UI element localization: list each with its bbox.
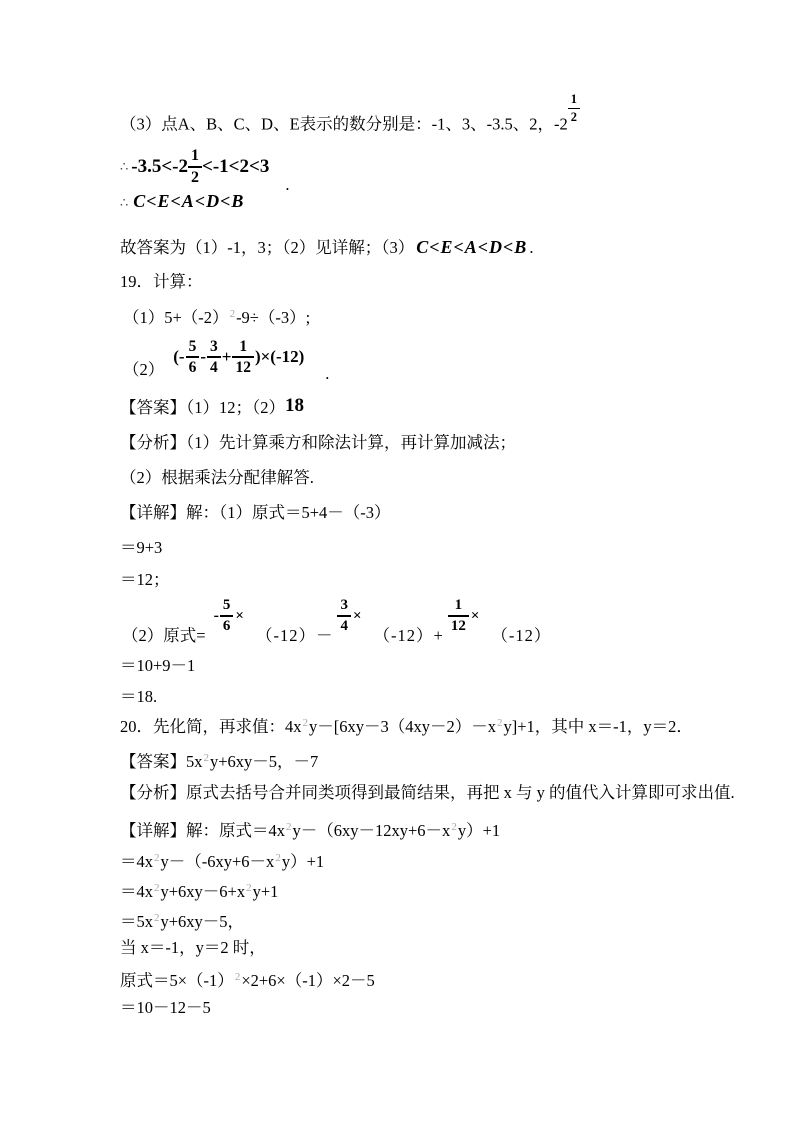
text-run: ＝4x — [120, 882, 153, 901]
fraction — [220, 598, 234, 634]
multiplication-sign: × — [235, 608, 244, 624]
raised-fraction-term — [337, 598, 361, 634]
text-run: 19．计算： — [120, 272, 203, 291]
text-run: 【分析】原式去括号合并同类项得到最简结果，再把 x 与 y 的值代入计算即可求出值. — [120, 783, 735, 802]
text-run: ＝5x — [120, 912, 153, 931]
text-run: -9÷（-3）; — [236, 308, 311, 327]
text-run: ＝9+3 — [120, 538, 163, 557]
fraction — [448, 598, 469, 634]
superscript-exponent: 2 — [246, 882, 252, 894]
q20-substitution — [120, 966, 375, 992]
text-run: ×2+6×（-1）×2－5 — [241, 971, 375, 990]
q19-step-2 — [120, 569, 170, 591]
text-run: 原式＝5×（-1） — [120, 971, 234, 990]
text-run: y－（-6xy+6－x — [160, 852, 275, 871]
raised-fraction-term — [214, 598, 244, 634]
fraction-numerator: 1 — [454, 597, 463, 613]
text-run: y+6xy－5， — [160, 912, 245, 931]
q18-order-conclusion — [120, 190, 246, 214]
q20-analysis — [120, 782, 735, 804]
text-run: y+6xy－6+x — [160, 882, 246, 901]
q19-step-1 — [120, 537, 162, 559]
baseline-factor: （-12） — [491, 626, 552, 645]
q20-step-2 — [120, 877, 278, 903]
q20-final-step — [120, 997, 211, 1019]
fraction — [186, 339, 200, 376]
q20-problem — [120, 712, 693, 738]
text-run: y－[6xy－3（4xy－2）－x — [309, 717, 496, 736]
therefore-symbol: ∴ — [120, 159, 129, 174]
text-run: 【详解】解：（1）原式＝5+4－（-3） — [120, 503, 391, 522]
bold-expression-run: )×(-12) — [254, 347, 305, 366]
text-run: 【答案】（1）12；（2） — [120, 398, 285, 417]
fraction-denominator: 2 — [188, 166, 202, 186]
q19-analysis-1 — [120, 432, 516, 454]
fraction-numerator: 1 — [570, 92, 578, 106]
q19-part2 — [123, 334, 330, 383]
superscript-exponent: 2 — [497, 717, 503, 729]
text-run: （2）根据乘法分配律解答. — [120, 468, 314, 487]
bold-expression-run: + — [221, 347, 232, 366]
superscript-exponent: 2 — [154, 912, 160, 924]
fraction-denominator: 2 — [568, 108, 580, 124]
text-run: 故答案为（1）-1，3；（2）见详解；（3） — [120, 238, 415, 257]
bold-inequality-run: <-1<2<3 — [202, 156, 270, 177]
fraction — [337, 598, 351, 634]
fraction-denominator: 4 — [337, 615, 351, 634]
text-run: 【分析】（1）先计算乘方和除法计算，再计算加减法； — [120, 433, 516, 452]
text-run: （3）点A、B、C、D、E表示的数分别是：-1、3、-3.5、2，-2 — [120, 114, 568, 134]
text-run: ＝10+9－1 — [120, 656, 196, 675]
text-run: 【详解】解：原式＝4x — [120, 821, 285, 840]
fraction — [188, 148, 202, 186]
text-run: y）+1 — [457, 821, 501, 840]
bold-expression-run: - — [200, 347, 206, 366]
text-run: y+1 — [252, 882, 279, 901]
fraction — [232, 339, 254, 376]
bold-inequality-run: -3.5<-2 — [131, 156, 189, 177]
text-run: 【答案】5x — [120, 752, 203, 771]
baseline-factor: （-12）+ — [373, 626, 444, 645]
text-run: ＝12； — [120, 570, 170, 589]
superscript-exponent: 2 — [234, 971, 241, 983]
q19-solution-part2 — [122, 590, 551, 648]
bold-italic-order-run: C<E<A<D<B — [416, 237, 528, 257]
superscript-exponent: 2 — [203, 752, 209, 764]
q20-solution-1 — [120, 816, 500, 842]
q19-step-3 — [120, 655, 195, 677]
text-run: y+6xy－5，－7 — [210, 752, 319, 771]
fraction-numerator: 3 — [210, 337, 218, 355]
q19-header — [120, 271, 203, 293]
period: . — [285, 175, 290, 194]
fraction-denominator: 6 — [220, 615, 234, 634]
bold-answer-value: 18 — [285, 395, 304, 416]
line-label: （2） — [123, 360, 165, 379]
bold-expression-run: (- — [173, 347, 185, 366]
minus-sign: - — [213, 607, 219, 624]
q20-step-3 — [120, 907, 244, 933]
bold-italic-order-run: C<E<A<D<B — [133, 191, 245, 211]
q19-answer — [120, 397, 304, 419]
text-run: y－（6xy－12xy+6－x — [292, 821, 451, 840]
fraction-numerator: 5 — [188, 337, 197, 355]
text-run: y]+1，其中 x＝-1，y＝2． — [503, 717, 693, 736]
q19-analysis-2 — [120, 467, 314, 489]
q19-solution-part1 — [120, 502, 391, 524]
superscript-exponent: 2 — [302, 717, 308, 729]
text-run: 当 x＝-1，y＝2 时， — [120, 938, 266, 957]
fraction-denominator: 12 — [448, 615, 469, 634]
fraction-numerator: 3 — [340, 597, 348, 613]
superscript-exponent: 2 — [275, 852, 281, 864]
text-run: （1）5+（-2） — [123, 308, 229, 327]
multiplication-sign: × — [470, 608, 480, 624]
text-run: ＝10－12－5 — [120, 998, 211, 1017]
fraction-denominator: 4 — [207, 356, 221, 376]
line-label: （2）原式= — [122, 626, 206, 645]
fraction-numerator: 5 — [222, 597, 231, 613]
raised-fraction-term — [448, 598, 480, 634]
superscript-exponent: 2 — [286, 821, 292, 833]
text-run: 20．先化简，再求值：4x — [120, 717, 302, 736]
q18-part3-statement — [120, 92, 580, 136]
superscript-exponent: 2 — [451, 821, 457, 833]
superscript-exponent: 2 — [154, 882, 160, 894]
fraction-numerator: 1 — [191, 147, 200, 164]
superscript-exponent: 2 — [154, 852, 160, 864]
q18-inequality — [120, 142, 289, 192]
baseline-factor: （-12）－ — [255, 626, 334, 645]
therefore-symbol: ∴ — [120, 195, 129, 210]
text-run: . — [529, 238, 534, 257]
q19-step-4 — [120, 686, 157, 708]
fraction-denominator: 12 — [232, 356, 254, 376]
q20-answer — [120, 747, 318, 773]
multiplication-sign: × — [352, 608, 362, 624]
fraction — [568, 93, 580, 123]
q20-step-1 — [120, 847, 324, 873]
text-run: y）+1 — [281, 852, 325, 871]
q20-condition — [120, 937, 266, 959]
text-run: ＝4x — [120, 852, 153, 871]
q19-part1 — [123, 303, 310, 329]
period: . — [325, 364, 330, 383]
fraction-denominator: 6 — [186, 356, 200, 376]
fraction — [207, 339, 221, 376]
text-run: ＝18. — [120, 687, 158, 706]
superscript-exponent: 2 — [229, 308, 236, 320]
fraction-numerator: 1 — [239, 337, 248, 355]
q18-final-answer — [120, 236, 533, 259]
